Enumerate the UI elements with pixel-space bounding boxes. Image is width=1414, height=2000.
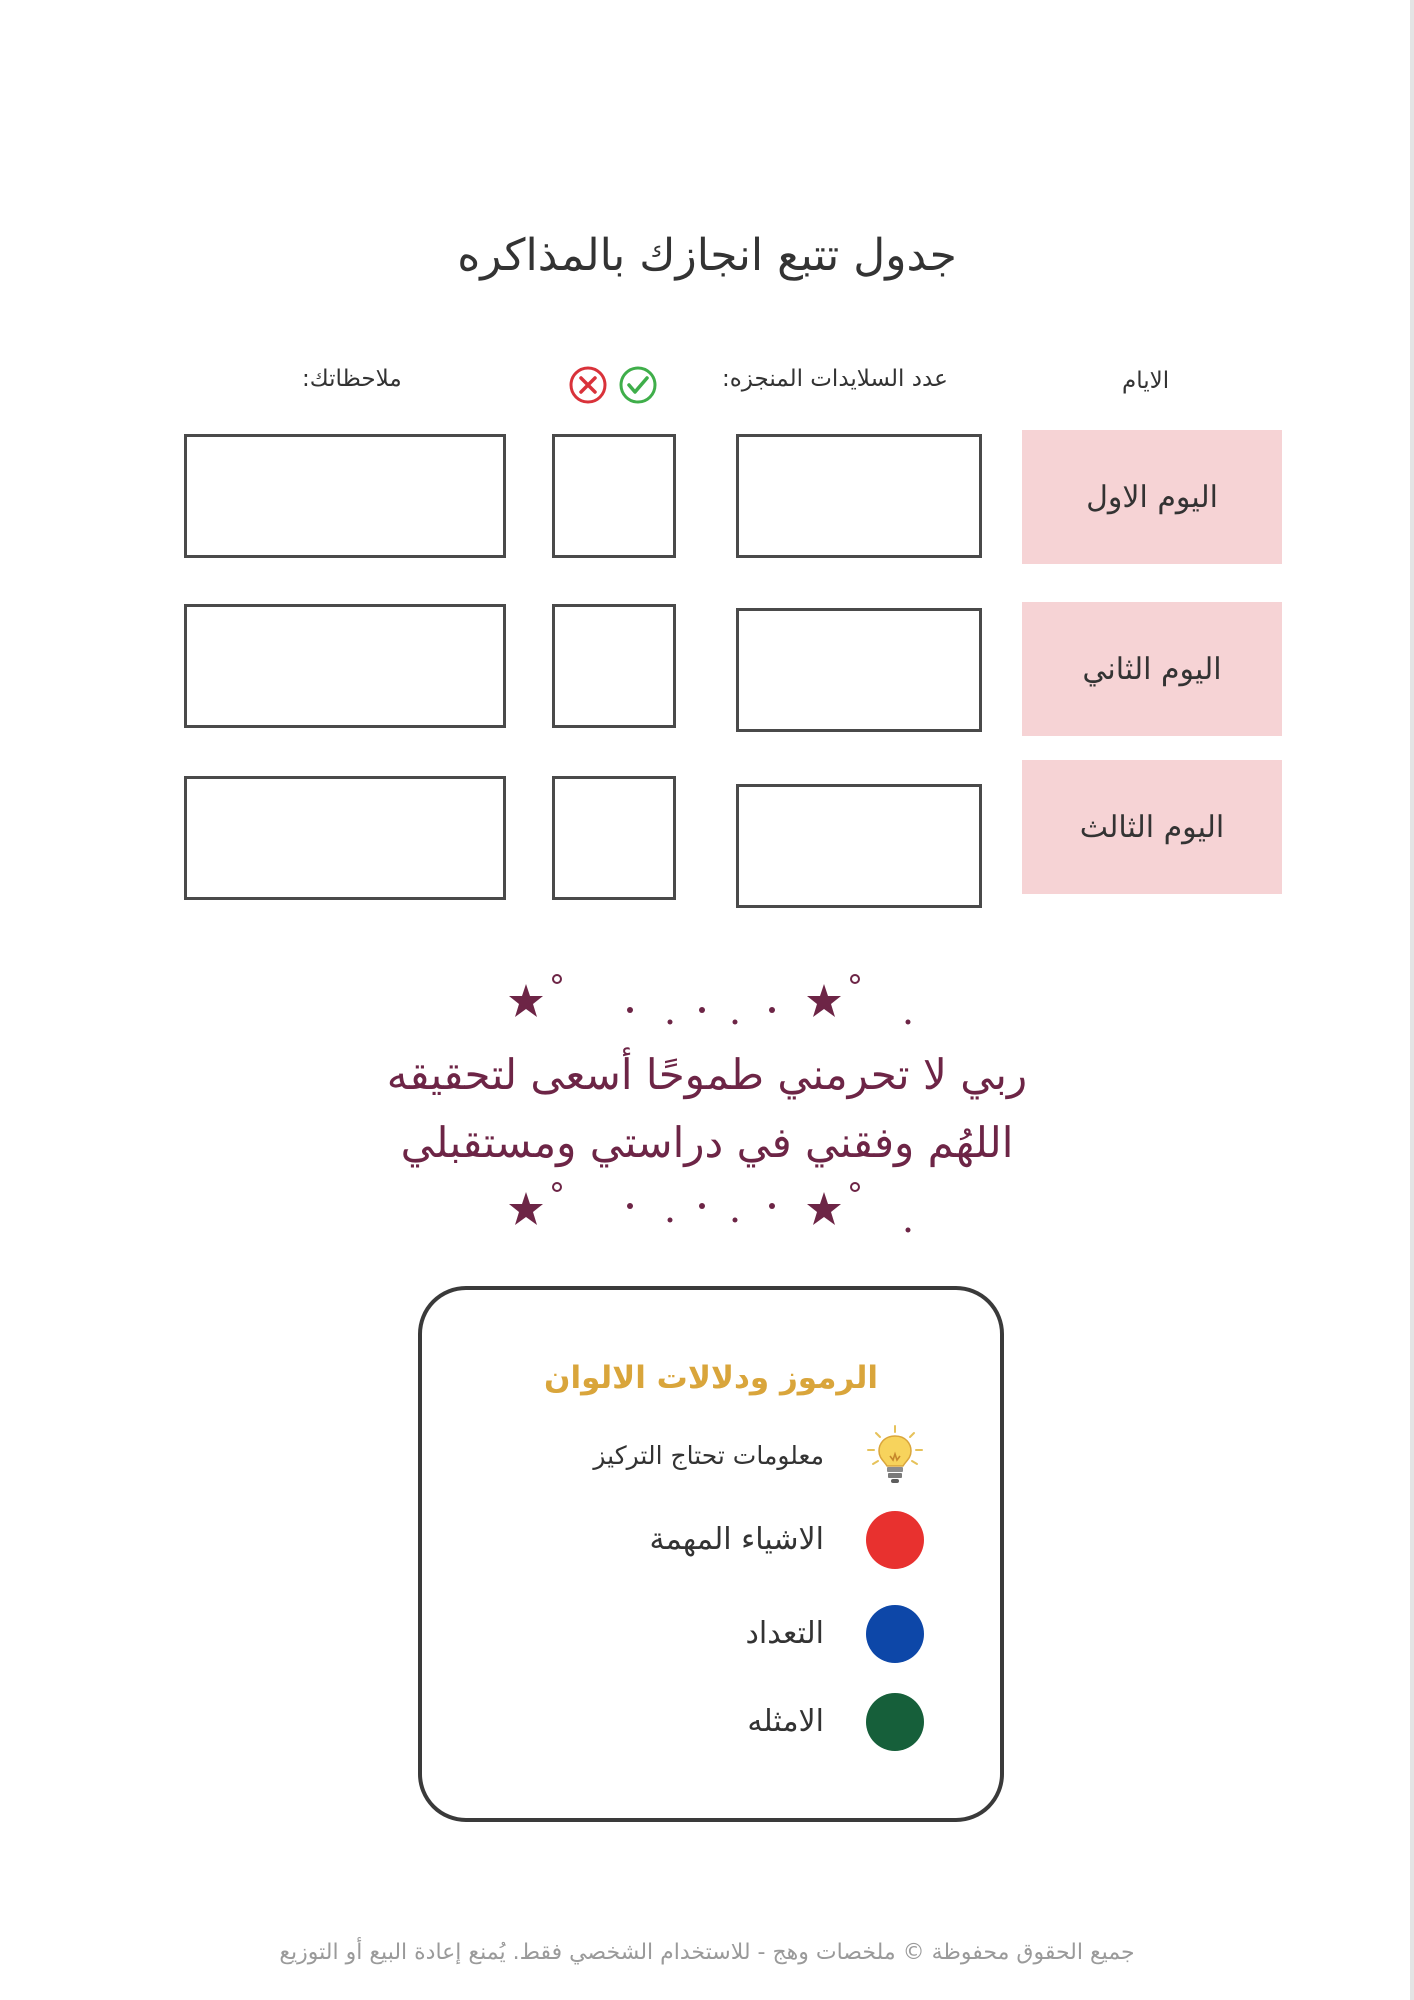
legend-item-enumeration <box>422 1602 1000 1666</box>
header-slides-done: عدد السلايدات المنجزه: <box>722 366 948 392</box>
legend-label-enumeration: التعداد <box>745 1616 824 1651</box>
check-circle-icon <box>621 368 655 402</box>
red-dot-icon <box>866 1511 924 1569</box>
slides-count-box-3[interactable] <box>736 784 982 908</box>
legend-box <box>418 1286 1004 1822</box>
footer-copyright: جميع الحقوق محفوظة © ملخصات وهج - للاستخدام الشخصي فقط. يُمنع إعادة البيع أو التوزيع <box>279 1940 1135 1965</box>
slides-count-box-2[interactable] <box>736 608 982 732</box>
status-icons <box>566 363 662 407</box>
legend-label-important: الاشياء المهمة <box>649 1522 824 1557</box>
page-edge <box>1410 0 1414 2000</box>
legend-item-important <box>422 1508 1000 1572</box>
prayer-line-2: اللهُم وفقني في دراستي ومستقبلي <box>400 1118 1014 1167</box>
green-dot-icon <box>866 1693 924 1751</box>
day-cell-1: اليوم الاول <box>1022 430 1282 564</box>
day-cell-3: اليوم الثالث <box>1022 760 1282 894</box>
stars-decoration-top <box>490 970 930 1030</box>
notes-box-2[interactable] <box>184 604 506 728</box>
page-title: جدول تتبع انجازك بالمذاكره <box>457 230 957 281</box>
status-box-2[interactable] <box>552 604 676 728</box>
notes-box-1[interactable] <box>184 434 506 558</box>
x-circle-icon <box>571 368 605 402</box>
status-box-3[interactable] <box>552 776 676 900</box>
prayer-line-1: ربي لا تحرمني طموحًا أسعى لتحقيقه <box>386 1050 1028 1099</box>
legend-label-focus: معلومات تحتاج التركيز <box>593 1441 824 1470</box>
legend-item-examples <box>422 1690 1000 1754</box>
stars-decoration-bottom <box>490 1178 930 1238</box>
legend-label-examples: الامثله <box>747 1704 824 1739</box>
header-notes: ملاحظاتك: <box>302 366 402 392</box>
lightbulb-icon <box>862 1424 928 1488</box>
header-days: الايام <box>1122 368 1170 394</box>
notes-box-3[interactable] <box>184 776 506 900</box>
status-box-1[interactable] <box>552 434 676 558</box>
blue-dot-icon <box>866 1605 924 1663</box>
slides-count-box-1[interactable] <box>736 434 982 558</box>
legend-item-focus <box>422 1424 1000 1488</box>
legend-title: الرموز ودلالات الالوان <box>544 1360 878 1396</box>
day-cell-2: اليوم الثاني <box>1022 602 1282 736</box>
